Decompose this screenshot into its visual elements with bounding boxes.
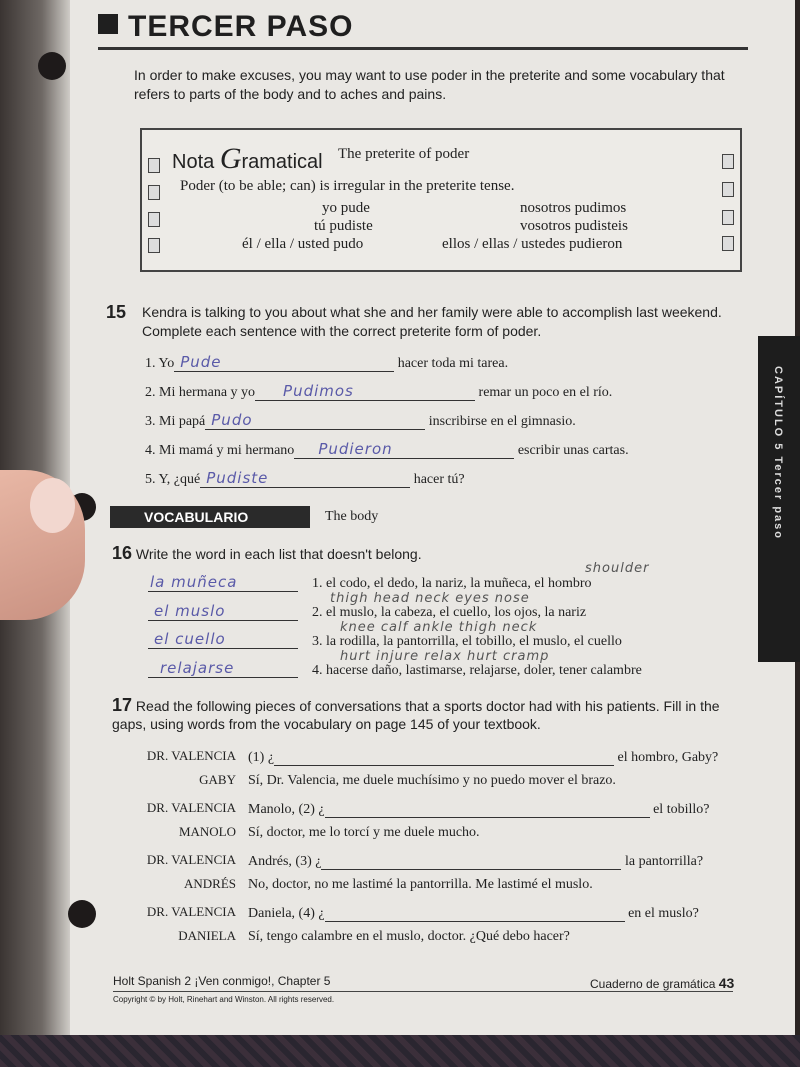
answer-blank[interactable]	[321, 853, 621, 870]
dialog-line: Sí, tengo calambre en el muslo, doctor. ¿Qué debo hacer?	[248, 929, 570, 944]
exercise-number: 17	[112, 695, 133, 715]
exercise-number: 16	[112, 543, 133, 563]
footer-workbook	[590, 975, 734, 991]
title-rule	[98, 47, 748, 50]
conj-left: tú pudiste	[314, 218, 373, 234]
answer-blank[interactable]	[255, 384, 475, 401]
dialog-prefix: Andrés, (3) ¿	[248, 854, 322, 869]
exercise-number: 15	[106, 302, 127, 322]
box-ornament	[148, 238, 160, 253]
dialog-line: Sí, Dr. Valencia, me duele muchísimo y no puedo mover el brazo.	[248, 773, 616, 788]
box-ornament	[722, 154, 734, 169]
fill-in-item	[145, 413, 576, 430]
answer-blank[interactable]	[148, 604, 298, 621]
footer-book-title: Holt Spanish 2 ¡Ven conmigo!, Chapter 5	[113, 974, 331, 988]
answer-blank[interactable]	[274, 749, 614, 766]
handwritten-answer: Pudieron	[318, 440, 393, 458]
speaker-label: ANDRÉS	[183, 876, 236, 891]
answer-blank[interactable]	[325, 905, 625, 922]
word-list: 1. el codo, el dedo, la nariz, la muñeca, el hombro	[312, 576, 592, 591]
handwritten-answer: Pudiste	[206, 469, 269, 487]
handwritten-answer: el muslo	[154, 602, 226, 620]
speaker-label: DR. VALENCIA	[146, 800, 236, 815]
copyright: Copyright © by Holt, Rinehart and Winston. All rights reserved.	[113, 995, 335, 1004]
nota-subtitle: The preterite of poder	[338, 146, 470, 162]
word-list: 2. el muslo, la cabeza, el cuello, los ojos, la nariz	[312, 605, 587, 620]
answer-blank[interactable]	[148, 632, 298, 649]
handwritten-answer: Pudimos	[283, 382, 354, 400]
footer-rule	[113, 991, 733, 992]
fill-in-item	[145, 355, 508, 372]
speaker-label: DR. VALENCIA	[146, 852, 236, 867]
exercise-16	[112, 543, 422, 564]
conj-right: vosotros pudisteis	[520, 218, 628, 234]
dialog-line	[248, 905, 699, 922]
box-ornament	[148, 212, 160, 227]
item-prefix: 4. Mi mamá y mi hermano	[145, 443, 295, 458]
page-number: 43	[718, 975, 735, 991]
footer-workbook-title: Cuaderno de gramática	[590, 977, 716, 991]
side-tab-label: CAPÍTULO 5 Tercer paso	[772, 366, 784, 540]
speaker-label: DR. VALENCIA	[146, 904, 236, 919]
answer-blank[interactable]	[294, 442, 514, 459]
handwritten-note: shoulder	[585, 561, 650, 576]
title-square-icon	[98, 14, 118, 34]
fingernail	[30, 478, 75, 533]
item-suffix: escribir unas cartas.	[517, 443, 629, 458]
conj-left: él / ella / usted pudo	[242, 236, 364, 252]
item-prefix: 5. Y, ¿qué	[145, 472, 201, 487]
odd-one-out-item	[148, 604, 298, 621]
answer-blank[interactable]	[148, 575, 298, 592]
item-prefix: 3. Mi papá	[145, 414, 206, 429]
speaker-label: MANOLO	[178, 824, 236, 839]
answer-blank[interactable]	[174, 355, 394, 372]
nota-intro: Poder (to be able; can) is irregular in the preterite tense.	[180, 178, 515, 194]
vocabulario-bar: VOCABULARIO	[110, 506, 310, 528]
item-suffix: remar un poco en el río.	[478, 385, 613, 400]
nota-gramatical-box	[140, 128, 742, 272]
handwritten-answer: relajarse	[160, 659, 235, 677]
vocabulario-subtitle: The body	[325, 509, 379, 524]
box-ornament	[722, 210, 734, 225]
chapter-side-tab	[758, 336, 800, 662]
dialog-suffix: en el muslo?	[628, 906, 699, 921]
odd-one-out-item	[148, 575, 298, 592]
conj-left: yo pude	[322, 200, 370, 216]
handwritten-answer: el cuello	[154, 630, 226, 648]
handwritten-note: hurt injure relax hurt cramp	[340, 649, 550, 664]
exercise-instructions: Write the word in each list that doesn't belong.	[135, 546, 422, 562]
intro-text: In order to make excuses, you may want to use poder in the preterite and some vocabulary that refers to parts of the body and to aches and pains.	[134, 67, 725, 102]
item-suffix: hacer toda mi tarea.	[397, 356, 509, 371]
binder-hole-top	[38, 52, 66, 80]
box-ornament	[148, 158, 160, 173]
dialog-suffix: el tobillo?	[653, 802, 710, 817]
handwritten-answer: Pudo	[211, 411, 253, 429]
box-ornament	[148, 185, 160, 200]
page-title	[98, 10, 353, 44]
dialog-suffix: el hombro, Gaby?	[617, 750, 719, 765]
dialog-line: Sí, doctor, me lo torcí y me duele mucho.	[248, 825, 480, 840]
box-ornament	[722, 182, 734, 197]
fill-in-item	[145, 471, 465, 488]
handwritten-note: thigh head neck eyes nose	[330, 591, 530, 606]
conj-right: ellos / ellas / ustedes pudieron	[442, 236, 623, 252]
conj-right: nosotros pudimos	[520, 200, 627, 216]
handwritten-answer: Pude	[180, 353, 222, 371]
nota-heading	[172, 142, 323, 176]
binder-hole-bottom	[68, 900, 96, 928]
odd-one-out-item	[148, 661, 298, 678]
item-prefix: 1. Yo	[145, 356, 175, 371]
dialog-prefix: (1) ¿	[248, 750, 275, 765]
word-list: 3. la rodilla, la pantorrilla, el tobillo, el muslo, el cuello	[312, 634, 622, 649]
nota-heading-b: G	[219, 142, 242, 175]
speaker-label: DR. VALENCIA	[146, 748, 236, 763]
dialog-prefix: Daniela, (4) ¿	[248, 906, 325, 921]
item-suffix: inscribirse en el gimnasio.	[428, 414, 576, 429]
answer-blank[interactable]	[205, 413, 425, 430]
word-list: 4. hacerse daño, lastimarse, relajarse, doler, tener calambre	[312, 663, 642, 678]
exercise-15	[106, 303, 746, 341]
exercise-instructions: Kendra is talking to you about what she and her family were able to accomplish last weekend. Complete each sentence with the correct preterite form of poder.	[142, 304, 722, 339]
nota-heading-a: Nota	[172, 151, 220, 173]
speaker-label: GABY	[199, 772, 236, 787]
handwritten-answer: la muñeca	[150, 573, 238, 591]
fill-in-item	[145, 442, 629, 459]
answer-blank[interactable]	[148, 661, 298, 678]
background-fabric	[0, 1035, 800, 1067]
exercise-instructions: Read the following pieces of conversations that a sports doctor had with his patients. Fill in the gaps, using words from the vocabulary on page 145 of your textbook.	[112, 698, 720, 732]
odd-one-out-item	[148, 632, 298, 649]
dialog-suffix: la pantorrilla?	[624, 854, 704, 869]
title-text: TERCER PASO	[128, 10, 354, 43]
dialog-line: No, doctor, no me lastimé la pantorrilla. Me lastimé el muslo.	[248, 877, 593, 892]
nota-heading-c: ramatical	[241, 151, 323, 173]
answer-blank[interactable]	[200, 471, 410, 488]
dialog-line	[248, 853, 703, 870]
speaker-label: DANIELA	[178, 928, 236, 943]
handwritten-note: knee calf ankle thigh neck	[340, 620, 538, 635]
item-suffix: hacer tú?	[413, 472, 465, 487]
dialog-prefix: Manolo, (2) ¿	[248, 802, 325, 817]
box-ornament	[722, 236, 734, 251]
exercise-17	[112, 696, 742, 733]
fill-in-item	[145, 384, 612, 401]
dialog-line	[248, 749, 718, 766]
answer-blank[interactable]	[325, 801, 650, 818]
item-prefix: 2. Mi hermana y yo	[145, 385, 256, 400]
dialog-line	[248, 801, 709, 818]
